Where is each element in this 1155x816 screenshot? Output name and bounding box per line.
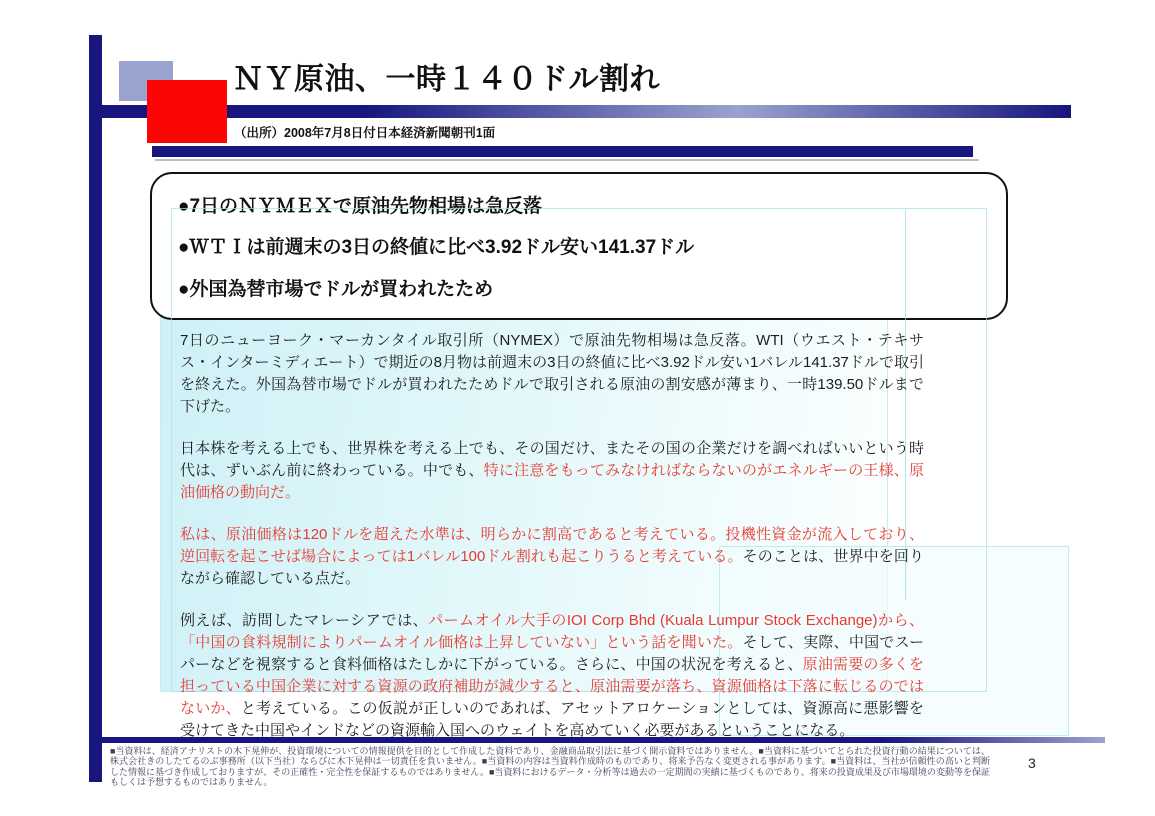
text-segment-black: と考えている。この仮説が正しいのであれば、アセットアロケーションとしては、資源高に悪影響を受けてきた中国やインドなどの資源輸入国へのウェイトを高めていく必要があるということになる。 [180,700,924,739]
red-square-decoration [147,80,227,143]
body-paragraph [180,524,924,590]
body-paragraph [180,330,924,418]
page-number: 3 [1028,755,1036,771]
summary-bullet: ●ＷＴＩは前週末の3日の終値に比べ3.92ドル安い141.37ドル [178,237,695,259]
footer-disclaimer: ■当資料は、経済アナリストの木下晃伸が、投資環境についての情報提供を目的として作成した資料であり、金融商品取引法に基づく開示資料ではありません。■当資料に基づいてとられた投資行動の結果については、株式会社きのしたてるのぶ事務所（以下当社）ならびに木下晃伸は一切責任を負いません。■当資料の内容は当資料作成時のものであり、将来予告なく変更される事があります。■当資料は、当社が信頼性の高いと判断した情報に基づき作成しておりますが、その正確性・完全性を保証するものではありません。■当資料におけるデータ・分析等は過去の一定期間の実績に基づくものであり、将来の投資成果及び市場環境の変動等を保証もしくは予想するものではありません。 [110,746,990,788]
title-underline-bar [89,105,1071,118]
text-segment-red: 原油需要の多くを担っている中国企業に対する資源の政府補助が減少すると、原油需要が落ち、資源価格は下落に転じるのではないか、 [180,656,924,717]
text-segment-black: そのことは、世界中を回りながら確認している点だ。 [180,548,924,587]
text-segment-black: 7日のニューヨーク・マーカンタイル取引所（NYMEX）で原油先物相場は急反落。WTI（ウエスト・テキサス・インターミディエート）で期近の8月物は前週末の3日の終値に比べ3.92ドル安い1バレル141.37ドルで取引を終えた。外国為替市場でドルが買われたためドルで取引される原油の割安感が薄まり、一時139.50ドルまで下げた。 [180,332,924,415]
body-text [180,330,924,762]
text-segment-red: 私は、原油価格は120ドルを超えた水準は、明らかに割高であると考えている。投機性資金が流入しており、逆回転を起こせば場合によっては1バレル100ドル割れも起こりうると考えている。 [180,526,924,565]
text-segment-red: 特に注意をもってみなければならないのがエネルギーの王様、原油価格の動向だ。 [180,462,924,501]
text-segment-red: パームオイル大手のIOI Corp Bhd (Kuala Lumpur Stock Exchange)から、「中国の食料規制によりパームオイル価格は上昇していない」という話を聞いた。 [180,612,924,651]
page-title: ＮＹ原油、一時１４０ドル割れ [233,63,660,96]
text-segment-black: 日本株を考える上でも、世界株を考える上でも、その国だけ、またその国の企業だけを調べればいいという時代は、ずいぶん前に終わっている。中でも、 [180,440,924,479]
text-segment-black: 例えば、訪問したマレーシアでは、 [180,612,429,629]
summary-bullet: ●外国為替市場でドルが買われたため [178,278,494,300]
text-segment-black: そして、実際、中国でスーパーなどを視察すると食料価格はたしかに下がっている。さらに、中国の状況を考えると、 [180,634,925,673]
header-divider-shadow [155,159,979,161]
source-caption: （出所）2008年7月8日付日本経済新聞朝刊1面 [234,126,496,140]
header-divider-bar [152,146,973,157]
summary-bullet: ●7日のＮＹＭＥＸで原油先物相場は急反落 [178,196,543,218]
body-paragraph [180,438,924,504]
body-paragraph [180,610,924,742]
left-accent-bar [89,35,102,782]
